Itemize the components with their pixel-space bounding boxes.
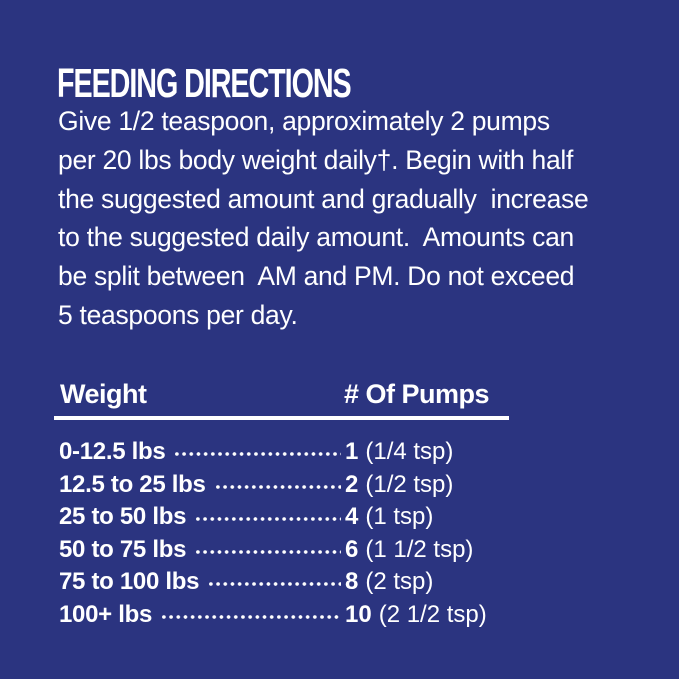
instructions-line-2: per 20 lbs body weight daily†. Begin with half <box>58 144 574 175</box>
instructions-line-5: be split between AM and PM. Do not exceed <box>58 261 575 292</box>
instructions-line-6: 5 teaspoons per day. <box>58 299 298 330</box>
pumps-count: 6 <box>345 535 359 563</box>
pumps-cell <box>345 469 453 502</box>
dosage-table <box>59 436 487 631</box>
pumps-count: 1 <box>345 438 359 465</box>
feeding-instructions <box>58 102 588 335</box>
instructions-line-3: the suggested amount and gradually increase <box>58 183 589 214</box>
pumps-cell <box>345 534 473 567</box>
weight-range: 0-12.5 lbs <box>59 438 166 465</box>
table-row <box>59 501 434 534</box>
dot-leader <box>209 582 341 586</box>
table-row <box>59 566 434 599</box>
weight-range: 50 to 75 lbs <box>59 535 187 563</box>
column-header-pumps: # Of Pumps <box>344 379 490 409</box>
weight-range: 25 to 50 lbs <box>59 503 187 530</box>
table-row <box>59 436 454 469</box>
pumps-cell <box>345 436 453 469</box>
table-row <box>59 469 454 502</box>
instructions-line-1: Give 1/2 teaspoon, approximately 2 pumps <box>58 106 550 136</box>
weight-range: 75 to 100 lbs <box>59 568 200 595</box>
weight-range: 100+ lbs <box>59 600 153 628</box>
dot-leader <box>196 517 341 521</box>
column-header-weight: Weight <box>60 379 147 409</box>
page-title: FEEDING DIRECTIONS <box>57 60 351 106</box>
tsp-equivalent: (1/2 tsp) <box>365 470 454 498</box>
tsp-equivalent: (1 tsp) <box>365 503 434 530</box>
tsp-equivalent: (1/4 tsp) <box>365 438 454 465</box>
tsp-equivalent: (1 1/2 tsp) <box>365 535 474 563</box>
table-row <box>59 534 474 567</box>
table-row <box>59 599 487 632</box>
pumps-count: 8 <box>345 568 359 595</box>
tsp-equivalent: (2 1/2 tsp) <box>378 600 487 628</box>
dot-leader <box>216 485 341 489</box>
tsp-equivalent: (2 tsp) <box>365 568 434 595</box>
header-divider-line <box>54 416 509 420</box>
pumps-count: 10 <box>345 600 372 628</box>
dot-leader <box>175 452 341 456</box>
dot-leader <box>196 550 341 554</box>
pumps-count: 2 <box>345 470 359 498</box>
instructions-line-4: to the suggested daily amount. Amounts can <box>58 222 574 253</box>
pumps-cell <box>345 566 433 599</box>
pumps-cell <box>345 599 487 632</box>
pumps-count: 4 <box>345 503 359 530</box>
dot-leader <box>162 615 341 619</box>
pumps-cell <box>345 501 433 534</box>
weight-range: 12.5 to 25 lbs <box>59 470 206 498</box>
